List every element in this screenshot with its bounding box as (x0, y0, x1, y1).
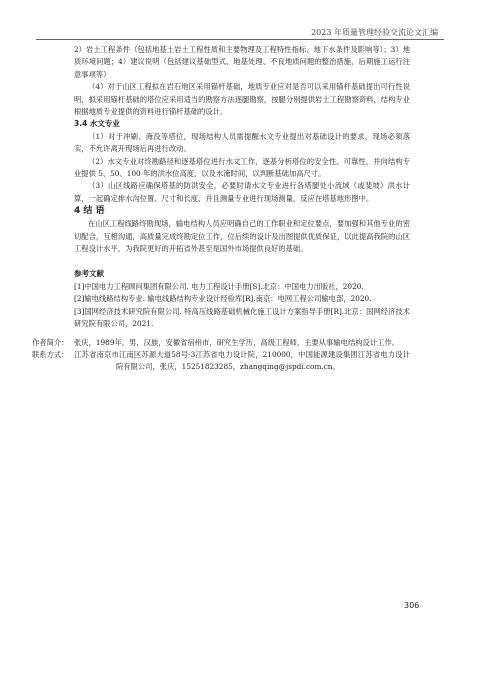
paragraph-anchor-foundation: （4）对于山区工程拟在岩石地区采用锚杆基础，地质专业应对是否可以采用锚杆基础提出可行性说明，拟采用锚杆基础的塔位应采用适当的勘察方法逐腿勘察，按腿分别提供岩土工程勘察资料，结构专业根据地质专业提供的资料进行锚杆基础的设计。 (74, 82, 410, 117)
reference-item: [2]输电线路结构专业. 输电线路结构专业设计经验库[R].南京：电网工程公司输电部，2020. (74, 294, 372, 304)
header-rule (36, 39, 444, 40)
paragraph-hydro-2: （2）水文专业对终勘路径和逐基塔位进行水文工作，逐基分析塔位的安全性、可靠性，并向结构专业提供 5、50、100 年的洪水位高度，以及水淹时间，以判断基础加高尺寸。 (74, 156, 410, 179)
section-heading-hydrology: 3.4 水文专业 (74, 119, 120, 129)
references-title: 参考文献 (74, 268, 104, 278)
reference-item: [3]国网经济技术研究院有限公司. 特高压线路基础机械化施工设计方案指导手册[R].北京：国网经济技术研究院有限公司，2021. (74, 306, 410, 329)
author-intro-text: 张庆，1989年，男，汉族，安徽省宿州市，研究生学历，高级工程师，主要从事输电结构设计工作。 (74, 337, 400, 347)
section-heading-conclusion: 4 结 语 (74, 206, 105, 217)
paragraph-hydro-1: （1）对于冲刷、淹没等塔位，现场结构人员需提醒水文专业提出对基础设计的要求，现场必须落实，不允许离开现场后再进行改动。 (74, 131, 410, 154)
running-header: 2023 年质量管理经验交流论文汇编 (311, 28, 438, 37)
article-body (32, 44, 410, 374)
author-contact-text: 江苏省南京市江南区苏源大道58号-3江苏省电力设计院，210000，中国能源建设集团江苏省电力设计院有限公司，张庆，15251823285，zhangqing@jspdi.com.cn。 (74, 349, 410, 372)
paragraph-conclusion: 在山区工程线路终勘现场，输电结构人员应明确自己的工作职业和定位要点，要加强和其他专业的密切配合，互相沟通，高质量完成终勘定位工作，位后续的设计及出图提供优质保证，以此提高我院的山区工程设计水平，为我院更好的开拓省外甚至是国外市场提供良好的基础。 (74, 219, 410, 254)
paragraph-hydro-3: （3）山区线路应确保塔基的防洪安全，必要时请水文专业进行各塔腿处小流域（或斐坡）洪水计算，一起确定排水沟位置、尺寸和长度，并且测量专业进行现场测量，反应在塔基地形图中。 (74, 181, 410, 203)
page-number: 306 (404, 601, 420, 610)
author-contact: 联系方式： 江苏省南京市江南区苏源大道58号-3江苏省电力设计院，210000，中国能源建设集团江苏省电力设计院有限公司，张庆，15251823285，zhangqing@jspdi.com.cn。 (32, 349, 410, 372)
author-intro: 作者简介： 张庆，1989年，男，汉族，安徽省宿州市，研究生学历，高级工程师，主要从事输电结构设计工作。 (32, 337, 400, 347)
reference-item: [1]中国电力工程顾问集团有限公司. 电力工程设计手册[S].北京：中国电力出版社，2020. (74, 281, 364, 291)
paragraph-geotech-conditions: 2）岩土工程条件（包括地基土岩土工程性质和主要物理及工程特性指标、地下水条件及影响等）；3）地质环境问题；4）建议说明（包括建议基础型式、地基处理、不良地质问题的整治措施、后期施工运行注意事项等） (74, 45, 410, 79)
